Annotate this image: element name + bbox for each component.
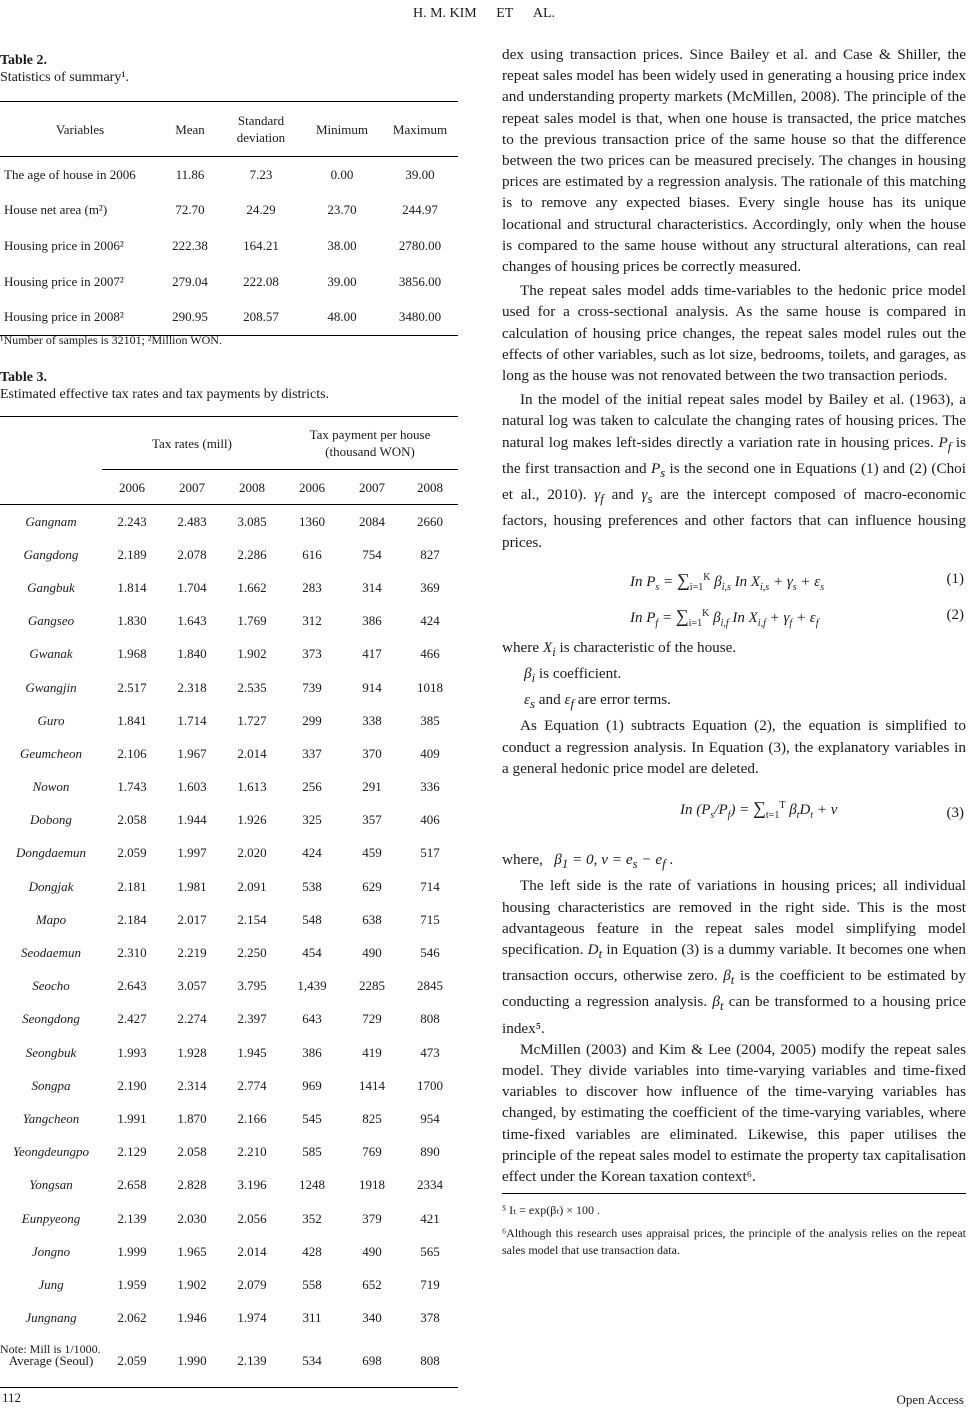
district-name: Gangseo: [27, 613, 75, 629]
district-name: Mapo: [35, 911, 67, 927]
table-cell: 1.840: [177, 646, 207, 662]
table-cell: 558: [302, 1276, 322, 1292]
table2-caption: Table 2.: [0, 53, 47, 68]
table-cell: 424: [302, 845, 322, 861]
table-cell: 1.769: [237, 613, 267, 629]
table-cell: 808: [420, 1011, 440, 1027]
district-name: Eunpyeong: [21, 1210, 81, 1226]
table-cell: 23.70: [327, 202, 357, 218]
table-cell: 3.085: [237, 513, 267, 529]
table-row: [0, 228, 458, 264]
table-cell: 357: [362, 812, 382, 828]
page-number: 112: [2, 1390, 22, 1405]
table-cell: 222.08: [243, 273, 279, 289]
table-cell: 24.29: [246, 202, 276, 218]
table-cell: 3.795: [237, 978, 267, 994]
table-cell: 2285: [359, 978, 385, 994]
table-cell: 369: [420, 579, 440, 595]
paragraph: The left side is the rate of variations in housing prices; all individual housing characteristics are removed in the right side. This is the most advantageous feature in the repeat sales model simplifying model specification. $D_t$ in Equation (3) is a dummy variable. It becomes one when transaction occurs, otherwise zero. $\beta_t$ is the coefficient to be estimated by conducting a regression analysis. $\beta_t$ can be transformed to a housing price index⁵.: [502, 877, 967, 1037]
table-cell: 638: [362, 911, 382, 927]
table-cell: 1.974: [237, 1310, 267, 1326]
table-cell: 825: [362, 1110, 382, 1126]
table-cell: 290.95: [172, 309, 208, 325]
table-cell: 890: [420, 1144, 440, 1160]
table-cell: 729: [362, 1011, 382, 1027]
district-name: Jungnang: [25, 1310, 77, 1326]
table-cell: 2.517: [117, 679, 147, 695]
table-row: [0, 1235, 458, 1268]
table-cell: 0.00: [330, 166, 354, 182]
table2-header-row: [0, 102, 458, 157]
table-cell: 1.613: [237, 779, 267, 795]
equation-number: (1): [946, 570, 964, 587]
table-row: [0, 638, 458, 671]
district-name: Guro: [37, 712, 65, 728]
table-cell: 417: [362, 646, 382, 662]
footnote-5: ⁵ Iₜ = exp(βₜ) × 100 .: [502, 1203, 601, 1218]
table-cell: 1.662: [237, 579, 267, 595]
district-name: Gwanak: [29, 646, 73, 662]
table2: [0, 101, 458, 336]
district-name: Yangcheon: [22, 1110, 80, 1126]
table-cell: 421: [420, 1210, 440, 1226]
district-name: Gwangjin: [25, 679, 77, 695]
table-row: [0, 970, 458, 1003]
table-cell: 459: [362, 845, 382, 861]
table-cell: 2.014: [237, 745, 267, 761]
table-cell: 616: [302, 546, 322, 562]
table2-col-header: Minimum: [302, 102, 382, 157]
table-cell: 1.902: [237, 646, 267, 662]
table-cell: 585: [302, 1144, 322, 1160]
table-cell: 424: [420, 613, 440, 629]
table-cell: 2.397: [237, 1011, 267, 1027]
table-cell: 1.967: [177, 745, 207, 761]
table-cell: 466: [420, 646, 440, 662]
table-cell: 2.774: [237, 1077, 267, 1093]
table-cell: 2.828: [177, 1177, 207, 1193]
table-cell: 808: [420, 1352, 440, 1368]
table-cell: 352: [302, 1210, 322, 1226]
table-cell: 517: [420, 845, 440, 861]
district-name: Geumcheon: [19, 745, 83, 761]
table-cell: 714: [420, 878, 440, 894]
table-cell: 39.00: [405, 166, 435, 182]
district-name: Dongdaemun: [15, 845, 87, 861]
table-cell: 548: [302, 911, 322, 927]
table3-year-header: 2008: [222, 470, 282, 505]
table-cell: 72.70: [175, 202, 205, 218]
table-cell: 370: [362, 745, 382, 761]
table-row: [0, 157, 458, 193]
table-cell: 1.945: [237, 1044, 267, 1060]
district-name: Jung: [38, 1276, 64, 1292]
table-cell: 336: [420, 779, 440, 795]
table-cell: 1.643: [177, 613, 207, 629]
table-row: [0, 571, 458, 604]
paragraph: As Equation (1) subtracts Equation (2), the equation is simplified to conduct a regression analysis. In Equation (3), the explanatory variables in a general hedonic price model are deleted.: [502, 717, 966, 777]
table3-group-header-row: [0, 417, 458, 470]
table-row: [0, 1302, 458, 1335]
table-cell: 454: [302, 945, 322, 961]
district-name: Nowon: [32, 779, 70, 795]
table-cell: 1.993: [117, 1044, 147, 1060]
table3-year-header: 2008: [402, 470, 458, 505]
table3-year-header-row: [0, 470, 458, 505]
table-cell: 1414: [359, 1077, 385, 1093]
table-row: [0, 870, 458, 903]
table-cell: 490: [362, 945, 382, 961]
table-cell: 2.059: [117, 845, 147, 861]
table-cell: 490: [362, 1243, 382, 1259]
table-cell: 1.946: [177, 1310, 207, 1326]
table3-group-header: Tax payment per house (thousand WON): [282, 417, 458, 470]
table-cell: 1.991: [117, 1110, 147, 1126]
table-cell: Housing price in 2006²: [4, 237, 124, 253]
table-cell: 2334: [417, 1177, 443, 1193]
equation-1: In $P_s = \sum_{i=1}^K$ $\beta_{i,s}$ In $X_{i,s} + \gamma_s + \varepsilon_s$ (1): [630, 569, 964, 593]
equation-number: (3): [946, 805, 964, 822]
table-cell: 291: [362, 779, 382, 795]
table-cell: Average (Seoul): [8, 1352, 94, 1368]
table-cell: 754: [362, 546, 382, 562]
table-cell: 565: [420, 1243, 440, 1259]
table-cell: 739: [302, 679, 322, 695]
table-row: [0, 936, 458, 969]
open-access-label: Open Access: [896, 1392, 964, 1407]
equation-3: In $(P_s/P_f) = \sum_{t=1}^T$ $\beta_tD_t + v$ (3): [502, 787, 966, 843]
table-cell: 338: [362, 712, 382, 728]
equation-number: (2): [946, 606, 964, 623]
table-cell: 312: [302, 613, 322, 629]
table-cell: 954: [420, 1110, 440, 1126]
left-column: [0, 52, 458, 1368]
table-cell: 325: [302, 812, 322, 828]
table-cell: 1.965: [177, 1243, 207, 1259]
table-cell: Housing price in 2007²: [4, 273, 124, 289]
district-name: Gangdong: [23, 546, 79, 562]
table-cell: 48.00: [327, 309, 357, 325]
footnote-6: ⁶Although this research uses appraisal prices, the principle of the analysis relies on the repeat sales model that use transaction data.: [502, 1226, 966, 1258]
table-cell: 1.743: [117, 779, 147, 795]
table-cell: 1.714: [177, 712, 207, 728]
district-name: Seongdong: [22, 1011, 80, 1027]
table-cell: 1248: [299, 1177, 325, 1193]
paragraph: McMillen (2003) and Kim & Lee (2004, 2005) modify the repeat sales model. They divide variables into time-varying variables and time-fixed variables to discover how influence of the time-varying variables has changed, by estimating the coefficient of the time-varying variables, where time-fixed variables are eliminated. Likewise, this paper utilises the principle of the repeat sales model to estimate the property tax capitalisation effect under the Korean taxation context⁶.: [502, 1040, 966, 1186]
table3: [0, 416, 458, 1388]
table2-col-header: Variables: [0, 102, 160, 157]
paragraph: $\beta_i$ is coefficient.: [524, 665, 622, 686]
paragraph: The repeat sales model adds time-variables to the hedonic price model used for a cross-sectional analysis. As the same house is compared in calculation of housing price changes, the repeat sales model rules out the effects of other variables, such as lot size, bedrooms, toilets, and garages, as long as the house was not renovated between the two transaction periods.: [502, 282, 966, 385]
table-cell: 337: [302, 745, 322, 761]
table-cell: 2.274: [177, 1011, 207, 1027]
table3-caption-block: [0, 369, 329, 404]
table-cell: 2.020: [237, 845, 267, 861]
table3-year-header: 2006: [282, 470, 342, 505]
table-cell: 386: [302, 1044, 322, 1060]
table-row: [0, 1069, 458, 1102]
table-cell: 378: [420, 1310, 440, 1326]
district-name: Yeongdeungpo: [12, 1144, 90, 1160]
table-cell: 1.928: [177, 1044, 207, 1060]
table-cell: 2660: [417, 513, 443, 529]
table-cell: 719: [420, 1276, 440, 1292]
table-cell: 2.184: [117, 911, 147, 927]
table-cell: 1.926: [237, 812, 267, 828]
paragraph: dex using transaction prices. Since Bailey et al. and Case & Shiller, the repeat sales model has been widely used in generating a housing price index and understanding property markets (McMillen, 2008). The principle of the repeat sales model is that, when one house is transacted, the price matches to the previous transaction price of the same house so that the difference between the two prices can be measured precisely. The changes in housing prices are estimated by a regression analysis. The rationale of this matching is to remove any expected biases. Every single house has its unique locational and structural characteristics. Accordingly, only when the house is compared to the same house without any structural alterations, can real changes of housing prices be correctly measured.: [502, 46, 966, 276]
table-cell: 545: [302, 1110, 322, 1126]
table-cell: 1.981: [177, 878, 207, 894]
table-row: [0, 1036, 458, 1069]
table-cell: 2.310: [117, 945, 147, 961]
table-cell: 2.079: [237, 1276, 267, 1292]
table-cell: 373: [302, 646, 322, 662]
table-cell: Housing price in 2008²: [4, 309, 124, 325]
table-cell: 2.154: [237, 911, 267, 927]
table-cell: 2.129: [117, 1144, 147, 1160]
table-cell: 2.091: [237, 878, 267, 894]
table3-caption: Table 3.: [0, 370, 47, 385]
table-row: [0, 538, 458, 571]
table-cell: 386: [362, 613, 382, 629]
table-row: [0, 505, 458, 539]
table-cell: 2.014: [237, 1243, 267, 1259]
table-cell: 222.38: [172, 237, 208, 253]
table-cell: 1918: [359, 1177, 385, 1193]
table3-year-header: 2006: [102, 470, 162, 505]
table-cell: 1.990: [177, 1352, 207, 1368]
table-cell: 11.86: [175, 166, 205, 182]
table-cell: 698: [362, 1352, 382, 1368]
table-row: [0, 1268, 458, 1301]
table3-group-header: Tax rates (mill): [102, 417, 282, 470]
table-row: [0, 671, 458, 704]
table3-subtitle: Estimated effective tax rates and tax payments by districts.: [0, 387, 330, 402]
table-cell: 1.902: [177, 1276, 207, 1292]
table-row: [0, 903, 458, 936]
table-cell: 2845: [417, 978, 443, 994]
table-cell: 1.603: [177, 779, 207, 795]
table-cell: 2.314: [177, 1077, 207, 1093]
table-cell: 2.106: [117, 745, 147, 761]
table-row: [0, 193, 458, 229]
table-cell: 2.483: [177, 513, 207, 529]
table-row: [0, 1136, 458, 1169]
table2-subtitle: Statistics of summary¹.: [0, 70, 130, 85]
district-name: Yongsan: [29, 1177, 73, 1193]
district-name: Seongbuk: [25, 1044, 77, 1060]
table-cell: 406: [420, 812, 440, 828]
table-cell: 2.166: [237, 1110, 267, 1126]
footnote-divider: [502, 1193, 966, 1194]
header-al: AL.: [532, 6, 556, 21]
table-cell: 164.21: [243, 237, 279, 253]
running-header: [0, 6, 968, 22]
table-cell: 2.017: [177, 911, 207, 927]
table-cell: 534: [302, 1352, 322, 1368]
table-cell: 1700: [417, 1077, 443, 1093]
district-name: Songpa: [31, 1077, 71, 1093]
right-column: [502, 44, 966, 1259]
table-row: [0, 704, 458, 737]
table-cell: House net area (m²): [4, 202, 108, 218]
table-cell: 914: [362, 679, 382, 695]
table2-col-header: Mean: [160, 102, 220, 157]
table-cell: 208.57: [243, 309, 279, 325]
table-cell: 38.00: [327, 237, 357, 253]
header-author: H. M. KIM: [412, 6, 477, 21]
table-cell: 827: [420, 546, 440, 562]
table-cell: 1.944: [177, 812, 207, 828]
table-cell: 2.030: [177, 1210, 207, 1226]
table-cell: 340: [362, 1310, 382, 1326]
district-name: Seocho: [32, 978, 70, 994]
district-name: Gangbuk: [27, 579, 75, 595]
table-cell: 1.968: [117, 646, 147, 662]
table-cell: 2.056: [237, 1210, 267, 1226]
table-row: [0, 1003, 458, 1036]
table-cell: 3480.00: [398, 309, 442, 325]
table-cell: 1,439: [297, 978, 327, 994]
table-cell: 2.643: [117, 978, 147, 994]
table-cell: 2.189: [117, 546, 147, 562]
table-cell: 1018: [417, 679, 443, 695]
table-cell: 473: [420, 1044, 440, 1060]
table-cell: 629: [362, 878, 382, 894]
table-cell: The age of house in 2006: [4, 166, 136, 182]
table-cell: 299: [302, 712, 322, 728]
table-cell: 2.243: [117, 513, 147, 529]
table-row: [0, 264, 458, 300]
district-name: Dobong: [30, 812, 72, 828]
table-cell: 1.997: [177, 845, 207, 861]
table-cell: 652: [362, 1276, 382, 1292]
district-name: Seodaemun: [21, 945, 81, 961]
table-cell: 1.870: [177, 1110, 207, 1126]
table-cell: 1.814: [117, 579, 147, 595]
table-cell: 428: [302, 1243, 322, 1259]
table-cell: 2.535: [237, 679, 267, 695]
table-row: [0, 1102, 458, 1135]
table-row: [0, 737, 458, 770]
table-cell: 311: [302, 1310, 322, 1326]
table-cell: 379: [362, 1210, 382, 1226]
table-cell: 39.00: [327, 273, 357, 289]
table-cell: 283: [302, 579, 322, 595]
table-cell: 2.078: [177, 546, 207, 562]
table-cell: 2.250: [237, 945, 267, 961]
table-cell: 2.058: [117, 812, 147, 828]
table-row: [0, 1202, 458, 1235]
table-cell: 2.190: [117, 1077, 147, 1093]
table-cell: 385: [420, 712, 440, 728]
table-cell: 643: [302, 1011, 322, 1027]
table-cell: 2.286: [237, 546, 267, 562]
paragraph: In the model of the initial repeat sales model by Bailey et al. (1963), a natural log was taken to calculate the changing rates of housing prices. The natural log makes left-sides directly a variation rate in housing prices. $P_f$ is the first transaction and $P_s$ is the second one in Equations (1) and (2) (Choi et al., 2010). $\gamma_f$ and $\gamma_s$ are the intercept composed of macro-economic factors, housing preferences and other factors that can influence housing prices.: [502, 391, 966, 551]
table3-year-header: 2007: [342, 470, 402, 505]
table-cell: 2.062: [117, 1310, 147, 1326]
table-cell: 1.704: [177, 579, 207, 595]
table-cell: 256: [302, 779, 322, 795]
table-cell: 7.23: [249, 166, 273, 182]
district-name: Dongjak: [28, 878, 74, 894]
table-row: [0, 771, 458, 804]
table-cell: 2.658: [117, 1177, 147, 1193]
table-cell: 2.219: [177, 945, 207, 961]
table-cell: 1.959: [117, 1276, 147, 1292]
table-cell: 409: [420, 745, 440, 761]
table-cell: 2.318: [177, 679, 207, 695]
header-et: ET: [496, 6, 514, 21]
table-cell: 715: [420, 911, 440, 927]
table-cell: 2.059: [117, 1352, 147, 1368]
table-row: [0, 1169, 458, 1202]
table-cell: 314: [362, 579, 382, 595]
table2-note: ¹Number of samples is 32101; ²Million WON.: [0, 333, 222, 347]
table-cell: 2.210: [237, 1144, 267, 1160]
table-cell: 2.058: [177, 1144, 207, 1160]
table-cell: 546: [420, 945, 440, 961]
table-cell: 769: [362, 1144, 382, 1160]
district-name: Jongno: [31, 1243, 71, 1259]
table-cell: 1360: [299, 513, 325, 529]
table-row: [0, 605, 458, 638]
paragraph: where $X_i$ is characteristic of the house.: [502, 638, 737, 659]
table-cell: 1.830: [117, 613, 147, 629]
table-cell: 1.727: [237, 712, 267, 728]
table2-col-header: Standard deviation: [220, 102, 302, 157]
paragraph: $\varepsilon_s$ and $\varepsilon_f$ are error terms.: [524, 691, 671, 712]
table-cell: 419: [362, 1044, 382, 1060]
table3-note: Note: Mill is 1/1000.: [0, 1342, 101, 1356]
table-cell: 1.999: [117, 1243, 147, 1259]
table-cell: 3.196: [237, 1177, 267, 1193]
table-cell: 3856.00: [398, 273, 442, 289]
table2-col-header: Maximum: [382, 102, 458, 157]
table-row: [0, 837, 458, 870]
table-cell: 2780.00: [398, 237, 442, 253]
paragraph: where, $\beta_1 = 0$, $v = e_s - e_f$ .: [502, 851, 674, 872]
table-cell: 2.139: [237, 1352, 267, 1368]
district-name: Gangnam: [25, 513, 77, 529]
equation-2: In $P_f = \sum_{i=1}^K$ $\beta_{i,f}$ In $X_{i,f} + \gamma_f + \varepsilon_f$ (2): [630, 605, 964, 629]
table-cell: 3.057: [177, 978, 207, 994]
table-row: [0, 299, 458, 335]
table-cell: 279.04: [172, 273, 208, 289]
table-cell: 1.841: [117, 712, 147, 728]
table-cell: 2084: [359, 513, 385, 529]
table-cell: 969: [302, 1077, 322, 1093]
table-cell: 538: [302, 878, 322, 894]
table-cell: 2.181: [117, 878, 147, 894]
table3-year-header: 2007: [162, 470, 222, 505]
table-row: [0, 804, 458, 837]
table-cell: 2.427: [117, 1011, 147, 1027]
table-cell: 244.97: [402, 202, 438, 218]
table-cell: 2.139: [117, 1210, 147, 1226]
